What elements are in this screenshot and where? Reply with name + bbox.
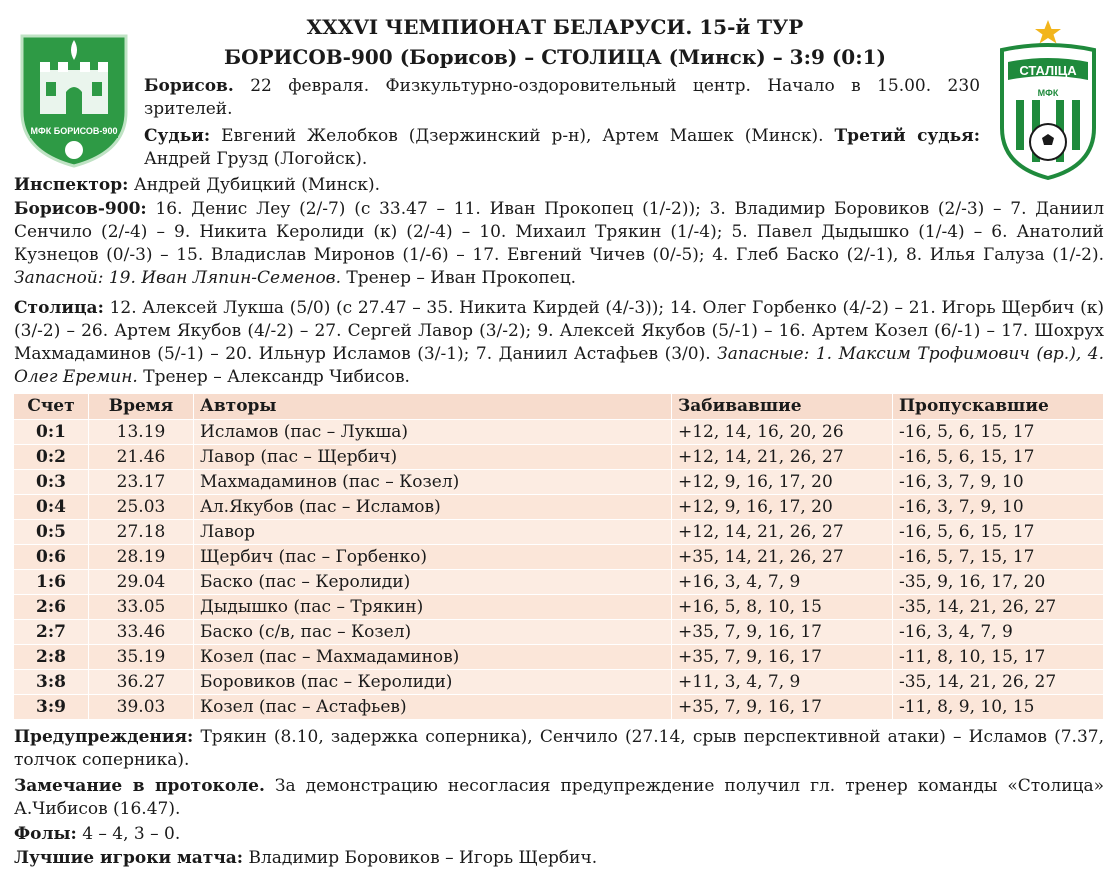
cell-time: 21.46 (89, 445, 194, 470)
fouls-text: 4 – 4, 3 – 0. (82, 824, 181, 844)
cell-conceded: -16, 5, 6, 15, 17 (893, 445, 1104, 470)
borisov-players: 16. Денис Леу (2/-7) (с 33.47 – 11. Иван Прокопец (1/-2)); 3. Владимир Боровиков (2/-3) – 7. Даниил Сенчило (2/-4) – 9. Никита Керолиди (к) (2/-4) – 10. Михаил Трякин (1/-4); 5. Павел Дыдышко (1/-4) – 6. Анатолий Кузнецов (0/-3) – 15. Владислав Миронов (1/-6) – 17. Евгений Чичев (0/-5); 4. Глеб Баско (2/-1), 8. Илья Галуза (1/-2). (14, 199, 1105, 265)
borisov-coach: Тренер – Иван Прокопец. (346, 268, 577, 288)
cell-conceded: -16, 5, 6, 15, 17 (893, 420, 1104, 445)
cell-time: 28.19 (89, 545, 194, 570)
best-label: Лучшие игроки матча: (14, 848, 244, 868)
cell-score: 1:6 (14, 570, 89, 595)
cell-conceded: -16, 3, 7, 9, 10 (893, 470, 1104, 495)
col-conceded: Пропускавшие (893, 394, 1104, 420)
warnings-text: Трякин (8.10, задержка соперника), Сенчило (27.14, срыв перспективной атаки) – Исламов (7.37, толчок соперника). (14, 727, 1104, 770)
cell-author: Баско (пас – Керолиди) (194, 570, 672, 595)
fouls-info (14, 823, 1104, 846)
cell-author: Исламов (пас – Лукша) (194, 420, 672, 445)
table-row (14, 420, 1104, 445)
cell-time: 33.46 (89, 620, 194, 645)
borisov-label: Борисов-900: (14, 199, 147, 219)
cell-author: Баско (с/в, пас – Козел) (194, 620, 672, 645)
table-row (14, 645, 1104, 670)
warnings-info (14, 726, 1104, 772)
cell-conceded: -11, 8, 10, 15, 17 (893, 645, 1104, 670)
table-row (14, 670, 1104, 695)
cell-scorers: +11, 3, 4, 7, 9 (672, 670, 893, 695)
venue-text: 22 февраля. Физкультурно-оздоровительный центр. Начало в 15.00. 230 зрителей. (144, 76, 981, 119)
cell-conceded: -35, 14, 21, 26, 27 (893, 595, 1104, 620)
inspector-label: Инспектор: (14, 175, 129, 195)
referees-info (144, 125, 980, 171)
table-row (14, 695, 1104, 720)
cell-scorers: +12, 9, 16, 17, 20 (672, 495, 893, 520)
cell-time: 29.04 (89, 570, 194, 595)
cell-score: 0:4 (14, 495, 89, 520)
table-row (14, 570, 1104, 595)
inspector-info (14, 174, 1104, 197)
warnings-label: Предупреждения: (14, 727, 194, 747)
star-icon (1035, 20, 1061, 44)
stolica-players: 12. Алексей Лукша (5/0) (с 27.47 – 35. Никита Кирдей (4/-3)); 14. Олег Горбенко (4/-2) – 21. Игорь Щербич (к) (3/-2) – 26. Артем Якубов (4/-2) – 27. Сергей Лавор (3/-2); 9. Алексей Якубов (5/-1) – 16. Артем Козел (6/-1) – 17. Шохрух Махмадаминов (5/-1) – 20. Ильнур Исламов (3/-1); 7. Даниил Астафьев (3/0). (14, 298, 1105, 364)
col-authors: Авторы (194, 394, 672, 420)
cell-time: 35.19 (89, 645, 194, 670)
remark-label: Замечание в протоколе. (14, 776, 265, 796)
cell-scorers: +12, 14, 16, 20, 26 (672, 420, 893, 445)
cell-scorers: +35, 7, 9, 16, 17 (672, 645, 893, 670)
cell-score: 2:6 (14, 595, 89, 620)
cell-score: 0:1 (14, 420, 89, 445)
cell-score: 0:6 (14, 545, 89, 570)
best-players-info (14, 847, 1104, 870)
goals-table-header (14, 394, 1104, 420)
borisov-subs: Запасной: 19. Иван Ляпин-Семенов. (14, 268, 341, 288)
cell-scorers: +16, 5, 8, 10, 15 (672, 595, 893, 620)
referees-label: Судьи: (144, 126, 211, 146)
cell-time: 27.18 (89, 520, 194, 545)
borisov-logo (18, 30, 130, 168)
goals-table (14, 394, 1104, 719)
stolica-logo-sub: МФК (1037, 88, 1059, 98)
cell-scorers: +35, 7, 9, 16, 17 (672, 695, 893, 720)
best-text: Владимир Боровиков – Игорь Щербич. (248, 848, 598, 868)
cell-conceded: -16, 5, 7, 15, 17 (893, 545, 1104, 570)
cell-time: 25.03 (89, 495, 194, 520)
table-row (14, 620, 1104, 645)
stolica-subs: Запасные: 1. Максим Трофимович (вр.), 4. Олег Еремин. (14, 344, 1104, 387)
match-title: БОРИСОВ-900 (Борисов) – СТОЛИЦА (Минск) – 3:9 (0:1) (223, 45, 886, 69)
remark-info (14, 775, 1104, 821)
table-row (14, 445, 1104, 470)
table-row (14, 545, 1104, 570)
cell-time: 33.05 (89, 595, 194, 620)
cell-author: Ал.Якубов (пас – Исламов) (194, 495, 672, 520)
cell-time: 36.27 (89, 670, 194, 695)
cell-score: 3:9 (14, 695, 89, 720)
cell-conceded: -16, 5, 6, 15, 17 (893, 520, 1104, 545)
stolica-label: Столица: (14, 298, 104, 318)
third-referee-text: Андрей Грузд (Логойск). (144, 149, 368, 169)
referees-text: Евгений Желобков (Дзержинский р-н), Артем Машек (Минск). (221, 126, 824, 146)
cell-scorers: +16, 3, 4, 7, 9 (672, 570, 893, 595)
cell-author: Лавор (194, 520, 672, 545)
stolica-lineup (14, 297, 1104, 389)
cell-scorers: +12, 14, 21, 26, 27 (672, 445, 893, 470)
page-title: XXXVI ЧЕМПИОНАТ БЕЛАРУСИ. 15-й ТУР (306, 15, 804, 39)
col-time: Время (89, 394, 194, 420)
borisov-lineup (14, 198, 1104, 290)
table-row (14, 520, 1104, 545)
cell-score: 2:7 (14, 620, 89, 645)
stolica-coach: Тренер – Александр Чибисов. (143, 367, 410, 387)
cell-time: 23.17 (89, 470, 194, 495)
inspector-text: Андрей Дубицкий (Минск). (133, 175, 381, 195)
cell-author: Махмадаминов (пас – Козел) (194, 470, 672, 495)
cell-score: 2:8 (14, 645, 89, 670)
remark-text: За демонстрацию несогласия предупреждение получил гл. тренер команды «Столица» А.Чибисов (16.47). (14, 776, 1104, 819)
cell-scorers: +35, 7, 9, 16, 17 (672, 620, 893, 645)
venue-info (144, 75, 980, 121)
cell-author: Козел (пас – Махмадаминов) (194, 645, 672, 670)
fouls-label: Фолы: (14, 824, 77, 844)
cell-author: Лавор (пас – Щербич) (194, 445, 672, 470)
borisov-logo-text: МФК БОРИСОВ-900 (30, 126, 118, 136)
col-score: Счет (14, 394, 89, 420)
stolica-logo-text: СТАЛІЦА (1019, 63, 1077, 78)
cell-score: 3:8 (14, 670, 89, 695)
cell-scorers: +12, 14, 21, 26, 27 (672, 520, 893, 545)
venue-city: Борисов. (144, 76, 234, 96)
cell-scorers: +35, 14, 21, 26, 27 (672, 545, 893, 570)
cell-score: 0:5 (14, 520, 89, 545)
col-scorers: Забивавшие (672, 394, 893, 420)
table-row (14, 470, 1104, 495)
cell-scorers: +12, 9, 16, 17, 20 (672, 470, 893, 495)
cell-score: 0:2 (14, 445, 89, 470)
cell-conceded: -35, 9, 16, 17, 20 (893, 570, 1104, 595)
cell-conceded: -35, 14, 21, 26, 27 (893, 670, 1104, 695)
cell-time: 13.19 (89, 420, 194, 445)
cell-author: Боровиков (пас – Керолиди) (194, 670, 672, 695)
cell-conceded: -11, 8, 9, 10, 15 (893, 695, 1104, 720)
castle-crest-icon (18, 30, 130, 168)
shield-ball-icon (996, 18, 1100, 180)
cell-author: Щербич (пас – Горбенко) (194, 545, 672, 570)
cell-author: Дыдышко (пас – Трякин) (194, 595, 672, 620)
cell-score: 0:3 (14, 470, 89, 495)
cell-author: Козел (пас – Астафьев) (194, 695, 672, 720)
cell-time: 39.03 (89, 695, 194, 720)
cell-conceded: -16, 3, 4, 7, 9 (893, 620, 1104, 645)
table-row (14, 495, 1104, 520)
cell-conceded: -16, 3, 7, 9, 10 (893, 495, 1104, 520)
third-referee-label: Третий судья: (834, 126, 981, 146)
table-row (14, 595, 1104, 620)
stolica-logo (996, 18, 1100, 180)
